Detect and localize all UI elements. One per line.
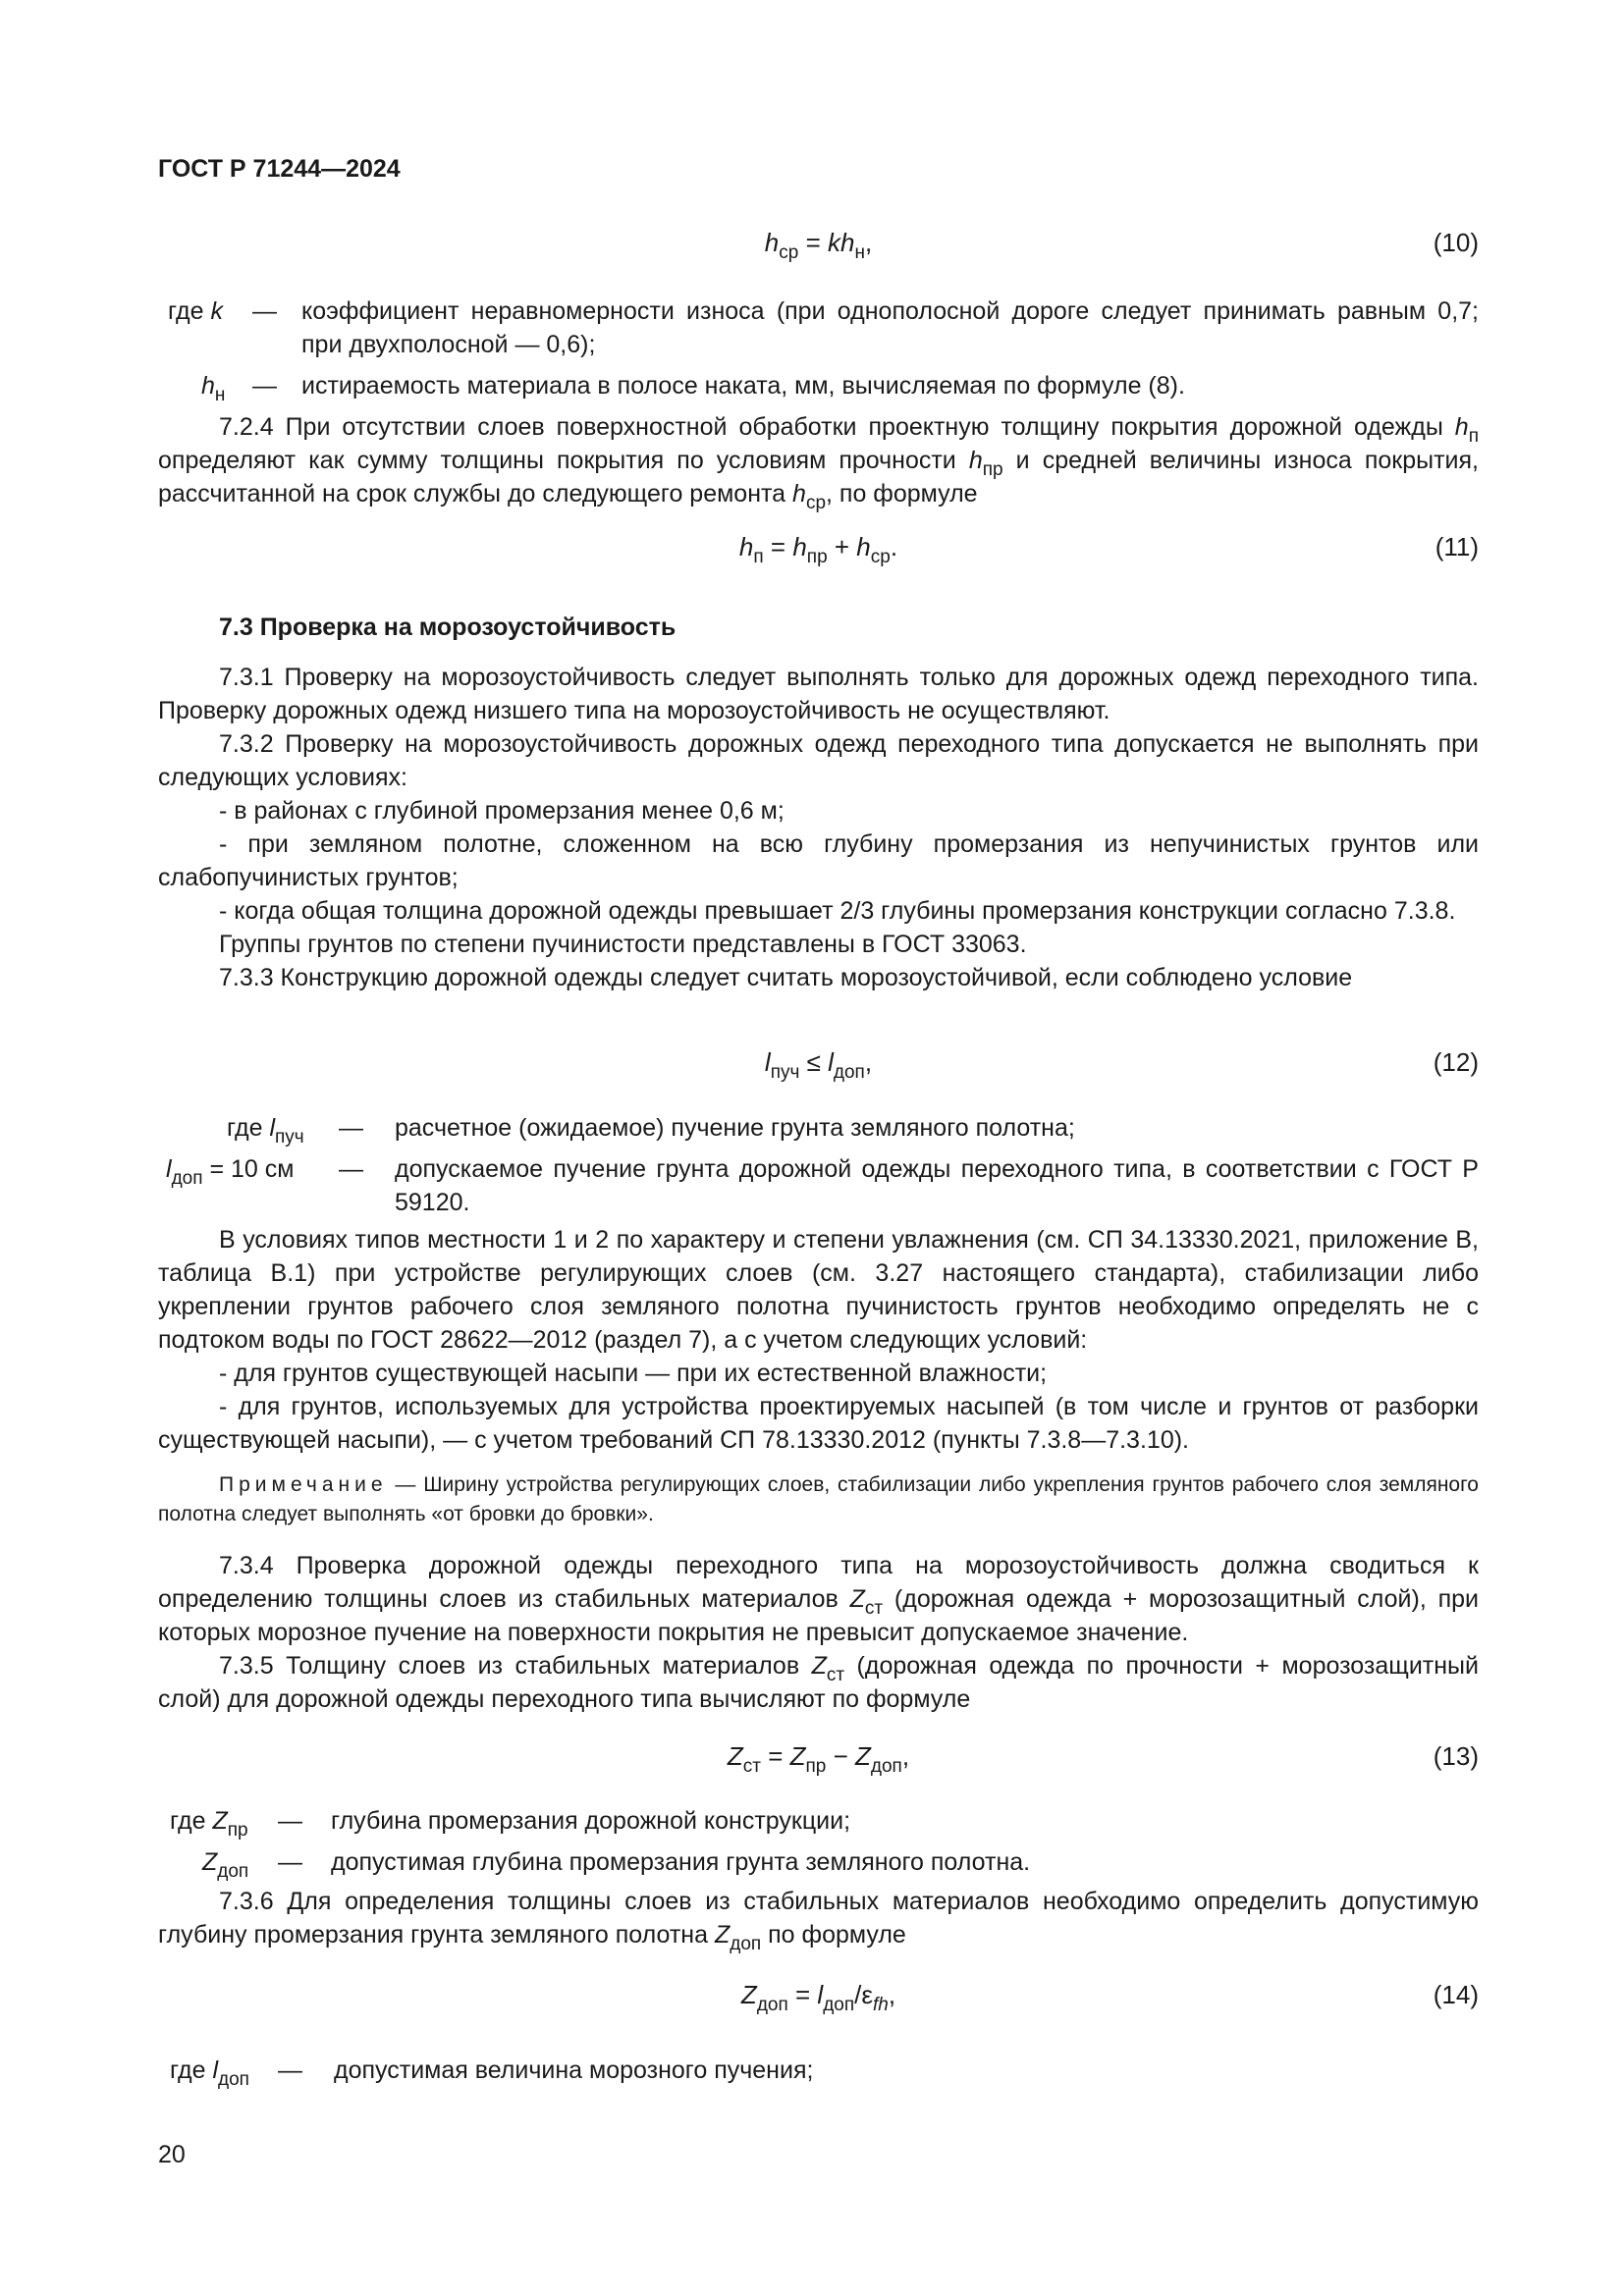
definition-symbol: $l_{доп} = 10$ см bbox=[166, 1155, 295, 1189]
formula-14 bbox=[158, 1978, 1479, 2017]
section-title-7-3: 7.3 Проверка на морозоустойчивость bbox=[219, 614, 677, 641]
definition-item bbox=[158, 1111, 1479, 1148]
formula-13 bbox=[158, 1739, 1479, 1779]
paragraph-7-2-4: 7.2.4 При отсутствии слоев поверхностной обработки проектную толщину покрытия дорожной одежды $h_п$ определяют как сумму толщины покрытия по условиям прочности $h_{пр}$ и средней величины износа покрытия, рассчитанной на срок службы до следующего ремонта $h_{ср}$, по формуле bbox=[158, 413, 1480, 513]
paragraph-soil-groups: Группы грунтов по степени пучинистости представлены в ГОСТ 33063. bbox=[219, 931, 1027, 958]
paragraph-7-3-4: 7.3.4 Проверка дорожной одежды переходного типа на морозоустойчивость должна сводиться к определению толщины слоев из стабильных материалов $Z_{ст}$ (дорожная одежда + морозозащитный слой), при которых морозное пучение на поверхности покрытия не превысит допускаемое значение. bbox=[158, 1552, 1479, 1646]
section-7-3-body bbox=[158, 661, 1479, 994]
list-item: - для грунтов, используемых для устройства проектируемых насыпей (в том числе и грунтов от разборки существующей насыпи), — с учетом требований СП 78.13330.2012 (пункты 7.3.8—7.3.10). bbox=[158, 1393, 1479, 1454]
definition-item bbox=[158, 1152, 1479, 1219]
paragraph-7-3-5: 7.3.5 Толщину слоев из стабильных материалов $Z_{ст}$ (дорожная одежда по прочности + морозозащитный слой) для дорожной одежды переходного типа вычисляют по формуле bbox=[158, 1652, 1479, 1713]
definition-symbol: где k bbox=[168, 297, 223, 325]
paragraphs-7-3-4-5 bbox=[158, 1549, 1479, 1716]
formula-14-expression: $Z_{доп} = l_{доп}/\varepsilon_{fh}$, bbox=[740, 1980, 896, 2015]
definition-text: допустимая величина морозного пучения; bbox=[334, 2056, 814, 2084]
list-item: - для грунтов существующей насыпи — при их естественной влажности; bbox=[219, 1360, 1048, 1387]
note-block bbox=[158, 1470, 1479, 1529]
paragraph-conditions: В условиях типов местности 1 и 2 по характеру и степени увлажнения (см. СП 34.13330.2021, приложение В, таблица В.1) при устройстве регулирующих слоев (см. 3.27 настоящего стандарта), стабилизации либо укреплении грунтов рабочего слоя земляного полотна пучинистость грунтов необходимо определять не с подтоком воды по ГОСТ 28622—2012 (раздел 7), а с учетом следующих условий: bbox=[158, 1226, 1479, 1354]
formula-10-definitions bbox=[158, 294, 1479, 410]
definition-dash: — bbox=[339, 1155, 363, 1183]
definition-text: допускаемое пучение грунта дорожной одежды переходного типа, в соответствии с ГОСТ Р 59120. bbox=[395, 1155, 1479, 1216]
definition-dash: — bbox=[252, 297, 277, 325]
definition-item bbox=[158, 369, 1479, 405]
definition-dash: — bbox=[252, 372, 277, 400]
paragraph-7-3-6-block bbox=[158, 1885, 1479, 1954]
paragraph-7-3-3: 7.3.3 Конструкцию дорожной одежды следует считать морозоустойчивой, если соблюдено условие bbox=[219, 964, 1353, 991]
definition-text: коэффициент неравномерности износа (при однополосной дороге следует принимать равным 0,7; при двухполосной — 0,6); bbox=[301, 297, 1479, 358]
formula-10-expression: $h_{ср} = kh_н$, bbox=[764, 228, 873, 263]
list-item: - в районах с глубиной промерзания менее 0,6 м; bbox=[219, 797, 785, 825]
definition-dash: — bbox=[278, 1848, 302, 1876]
definition-text: истираемость материала в полосе наката, мм, вычисляемая по формуле (8). bbox=[301, 372, 1185, 400]
definition-symbol: $Z_{доп}$ bbox=[202, 1848, 249, 1882]
list-item: - когда общая толщина дорожной одежды превышает 2/3 глубины промерзания конструкции согласно 7.3.8. bbox=[219, 897, 1456, 925]
definition-dash: — bbox=[339, 1114, 363, 1142]
formula-10-number: (10) bbox=[1433, 228, 1479, 257]
definition-text: глубина промерзания дорожной конструкции; bbox=[331, 1807, 851, 1835]
definition-symbol: $h_н$ bbox=[201, 372, 226, 405]
formula-12-expression: $l_{пуч} \le l_{доп}$, bbox=[764, 1047, 873, 1083]
definition-symbol: где $Z_{пр}$ bbox=[170, 1807, 248, 1841]
standard-header: ГОСТ Р 71244—2024 bbox=[158, 155, 401, 183]
formula-10 bbox=[158, 226, 1479, 265]
note-label: Примечание bbox=[219, 1473, 388, 1496]
definition-item bbox=[158, 1845, 1479, 1882]
definition-dash: — bbox=[278, 1807, 302, 1835]
definition-item bbox=[158, 2054, 1479, 2090]
formula-14-definitions bbox=[158, 2054, 1479, 2095]
formula-12 bbox=[158, 1045, 1479, 1085]
formula-11-number: (11) bbox=[1435, 532, 1479, 561]
list-item: - при земляном полотне, сложенном на всю глубину промерзания из непучинистых грунтов или слабопучинистых грунтов; bbox=[158, 830, 1479, 891]
paragraph-7-3-2: 7.3.2 Проверку на морозоустойчивость дорожных одежд переходного типа допускается не выполнять при следующих условиях: bbox=[158, 730, 1479, 791]
definition-item bbox=[158, 1804, 1479, 1841]
note-text: — Ширину устройства регулирующих слоев, стабилизации либо укрепления грунтов рабочего слоя земляного полотна следует выполнять «от бровки до бровки». bbox=[158, 1473, 1479, 1525]
definition-text: допустимая глубина промерзания грунта земляного полотна. bbox=[331, 1848, 1031, 1876]
definition-text: расчетное (ожидаемое) пучение грунта земляного полотна; bbox=[395, 1114, 1075, 1142]
definition-item bbox=[158, 294, 1479, 361]
formula-13-definitions bbox=[158, 1804, 1479, 1887]
definition-dash: — bbox=[278, 2056, 302, 2084]
page-number: 20 bbox=[158, 2141, 186, 2168]
paragraph-7-3-1: 7.3.1 Проверку на морозоустойчивость следует выполнять только для дорожных одежд переходного типа. Проверку дорожных одежд низшего типа на морозоустойчивость не осуществляют. bbox=[158, 664, 1479, 724]
formula-13-expression: $Z_{ст} = Z_{пр} - Z_{доп}$, bbox=[727, 1741, 910, 1777]
paragraph-7-3-6: 7.3.6 Для определения толщины слоев из стабильных материалов необходимо определить допустимую глубину промерзания грунта земляного полотна $Z_{доп}$ по формуле bbox=[158, 1888, 1479, 1954]
formula-12-number: (12) bbox=[1433, 1047, 1479, 1077]
formula-11-expression: $h_п = h_{пр} + h_{ср}$. bbox=[738, 532, 898, 567]
definition-symbol: где $l_{доп}$ bbox=[170, 2056, 249, 2090]
definition-symbol: где $l_{пуч}$ bbox=[227, 1114, 304, 1148]
formula-14-number: (14) bbox=[1433, 1980, 1479, 2009]
formula-12-definitions bbox=[158, 1111, 1479, 1227]
formula-11 bbox=[158, 530, 1479, 569]
formula-13-number: (13) bbox=[1433, 1741, 1479, 1771]
conditions-body bbox=[158, 1223, 1479, 1457]
